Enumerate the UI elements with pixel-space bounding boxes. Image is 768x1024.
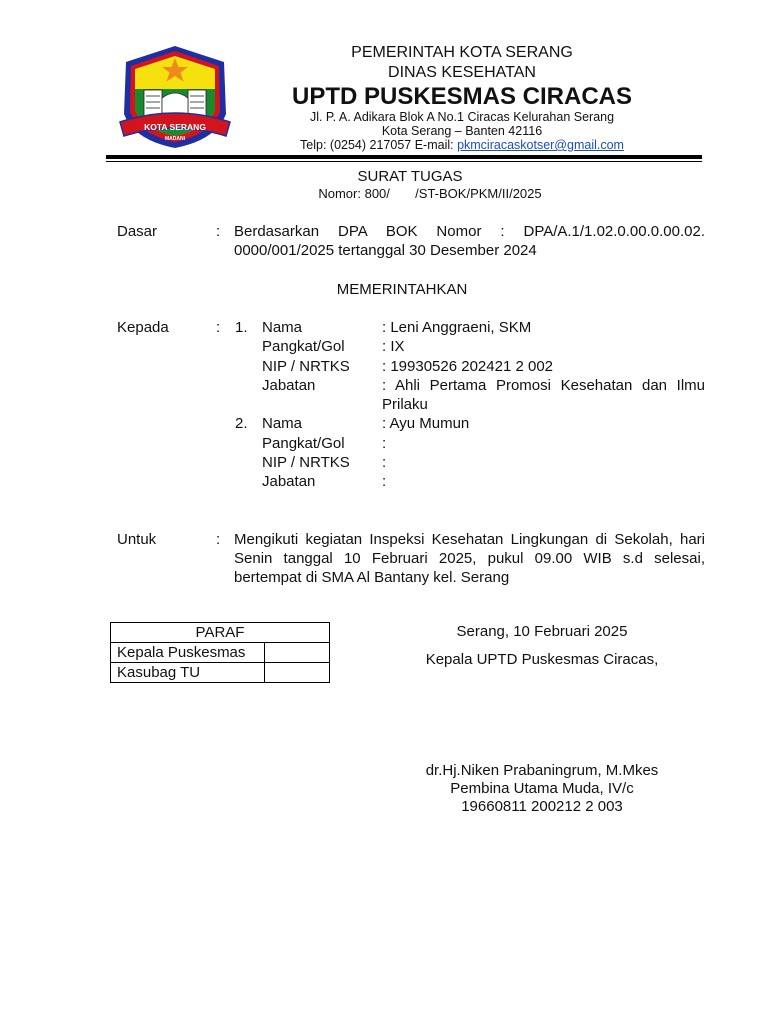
document-title: SURAT TUGAS [357, 168, 463, 185]
document-number: Nomor: 800/ /ST-BOK/PKM/II/2025 [318, 186, 542, 201]
dasar-colon: : [216, 223, 221, 240]
header-government: PEMERINTAH KOTA SERANG [351, 44, 573, 61]
svg-text:MADANI: MADANI [165, 136, 185, 142]
paraf-table [110, 622, 330, 683]
svg-text:KOTA SERANG: KOTA SERANG [144, 122, 206, 132]
person-2-nama-value: : Ayu Mumun [382, 415, 470, 432]
person-1-pangkat-value: : IX [382, 338, 405, 355]
header-contact [240, 138, 684, 152]
person-1-jabatan-value-cont: Prilaku [382, 396, 428, 413]
email-link[interactable]: pkmciracaskotser@gmail.com [457, 138, 624, 152]
table-row [111, 663, 330, 683]
person-1-nip-value: : 19930526 202421 2 002 [382, 358, 553, 375]
person-1-jabatan-label: Jabatan [262, 377, 316, 394]
person-2-pangkat-value: : [382, 435, 387, 452]
header-department: DINAS KESEHATAN [388, 64, 536, 81]
kota-serang-logo [116, 44, 234, 150]
paraf-signature-cell [265, 643, 330, 663]
paraf-role: Kasubag TU [111, 663, 265, 683]
header-city: Kota Serang – Banten 42116 [381, 124, 543, 138]
signature-place-date: Serang, 10 Februari 2025 [456, 623, 628, 640]
table-row [111, 643, 330, 663]
dasar-label: Dasar [117, 223, 158, 240]
person-1-pangkat-label: Pangkat/Gol [262, 338, 345, 355]
header-divider-thin [106, 161, 702, 162]
person-2-number: 2. [235, 415, 248, 432]
person-2-jabatan-value: : [382, 473, 387, 490]
person-2-nama-label: Nama [262, 415, 303, 432]
paraf-header: PARAF [111, 623, 330, 643]
person-2-jabatan-label: Jabatan [262, 473, 316, 490]
untuk-text-line1: Mengikuti kegiatan Inspeksi Kesehatan Lingkungan di Sekolah, hari [234, 531, 705, 548]
header-phone: Telp: (0254) 217057 E-mail: [300, 138, 458, 152]
person-1-nama-label: Nama [262, 319, 303, 336]
untuk-colon: : [216, 531, 221, 548]
person-2-pangkat-label: Pangkat/Gol [262, 435, 345, 452]
dasar-text-line2: 0000/001/2025 tertanggal 30 Desember 2024 [234, 242, 537, 259]
person-2-nip-value: : [382, 454, 387, 471]
memerintahkan-heading: MEMERINTAHKAN [336, 281, 468, 298]
paraf-header-row [111, 623, 330, 643]
paraf-signature-cell [265, 663, 330, 683]
person-1-number: 1. [235, 319, 248, 336]
kepada-label: Kepada [117, 319, 169, 336]
header-address: Jl. P. A. Adikara Blok A No.1 Ciracas Kelurahan Serang [309, 110, 615, 124]
kepada-colon: : [216, 319, 221, 336]
header-divider-thick [106, 155, 702, 159]
person-1-nip-label: NIP / NRTKS [262, 358, 350, 375]
untuk-text-line3: bertempat di SMA Al Bantany kel. Serang [234, 569, 510, 586]
dasar-text-line1: Berdasarkan DPA BOK Nomor : DPA/A.1/1.02.0.00.0.00.02. [234, 223, 705, 240]
paraf-role: Kepala Puskesmas [111, 643, 265, 663]
untuk-text-line2: Senin tanggal 10 Februari 2025, pukul 09.00 WIB s.d selesai, [234, 550, 705, 567]
untuk-label: Untuk [117, 531, 157, 548]
header-institution: UPTD PUSKESMAS CIRACAS [291, 83, 633, 110]
signature-name: dr.Hj.Niken Prabaningrum, M.Mkes [425, 762, 659, 779]
signature-nip: 19660811 200212 2 003 [461, 798, 623, 815]
signature-rank: Pembina Utama Muda, IV/c [450, 780, 634, 797]
person-1-jabatan-value: : Ahli Pertama Promosi Kesehatan dan Ilmu [382, 377, 705, 394]
person-2-nip-label: NIP / NRTKS [262, 454, 350, 471]
person-1-nama-value: : Leni Anggraeni, SKM [382, 319, 532, 336]
signature-position: Kepala UPTD Puskesmas Ciracas, [425, 651, 659, 668]
